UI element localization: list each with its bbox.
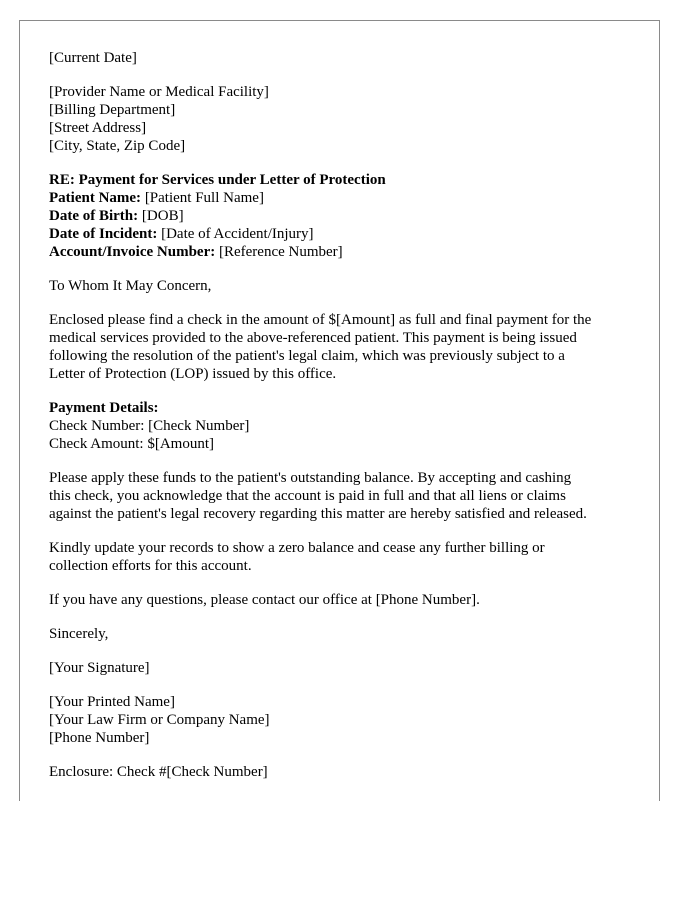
body1-line: Enclosed please find a check in the amount of $[Amount] as full and final payment for the xyxy=(49,312,592,328)
patient-name-line xyxy=(49,189,639,207)
enclosure: Enclosure: Check #[Check Number] xyxy=(49,764,268,780)
body-paragraph-1 xyxy=(49,311,639,383)
recipient-department: [Billing Department] xyxy=(49,102,176,118)
body4-line: If you have any questions, please contact our office at [Phone Number]. xyxy=(49,592,480,608)
body1-line: Letter of Protection (LOP) issued by this office. xyxy=(49,366,337,382)
signature-block xyxy=(49,659,639,677)
recipient-street: [Street Address] xyxy=(49,120,147,136)
incident-line xyxy=(49,225,639,243)
letter-content xyxy=(49,49,639,797)
salutation: To Whom It May Concern, xyxy=(49,278,212,294)
body-paragraph-2 xyxy=(49,469,639,523)
signature: [Your Signature] xyxy=(49,660,150,676)
incident-label: Date of Incident: xyxy=(49,226,158,242)
account-value: [Reference Number] xyxy=(215,244,343,260)
body2-line: against the patient's legal recovery regarding this matter are hereby satisfied and released. xyxy=(49,506,587,522)
recipient-address xyxy=(49,83,639,155)
body3-line: collection efforts for this account. xyxy=(49,558,252,574)
payment-heading: Payment Details: xyxy=(49,400,159,416)
patient-name-label: Patient Name: xyxy=(49,190,142,206)
dob-label: Date of Birth: xyxy=(49,208,139,224)
letter-page xyxy=(19,20,660,801)
dob-line xyxy=(49,207,639,225)
patient-name-value: [Patient Full Name] xyxy=(141,190,264,206)
body1-line: following the resolution of the patient's legal claim, which was previously subject to a xyxy=(49,348,565,364)
re-subject: RE: Payment for Services under Letter of Protection xyxy=(49,172,386,188)
account-label: Account/Invoice Number: xyxy=(49,244,216,260)
body3-line: Kindly update your records to show a zero balance and cease any further billing or xyxy=(49,540,545,556)
check-number: Check Number: [Check Number] xyxy=(49,418,250,434)
sender-firm: [Your Law Firm or Company Name] xyxy=(49,712,270,728)
dob-value: [DOB] xyxy=(138,208,184,224)
recipient-name: [Provider Name or Medical Facility] xyxy=(49,84,269,100)
incident-value: [Date of Accident/Injury] xyxy=(157,226,314,242)
check-amount: Check Amount: $[Amount] xyxy=(49,436,214,452)
sender-block xyxy=(49,693,639,747)
body1-line: medical services provided to the above-referenced patient. This payment is being issued xyxy=(49,330,577,346)
recipient-city: [City, State, Zip Code] xyxy=(49,138,186,154)
enclosure-block xyxy=(49,763,639,781)
body-paragraph-3 xyxy=(49,539,639,575)
body-paragraph-4 xyxy=(49,591,639,609)
closing: Sincerely, xyxy=(49,626,109,642)
letter-date: [Current Date] xyxy=(49,50,137,66)
payment-details xyxy=(49,399,639,453)
re-block xyxy=(49,171,639,261)
salutation-block xyxy=(49,277,639,295)
sender-name: [Your Printed Name] xyxy=(49,694,175,710)
closing-block xyxy=(49,625,639,643)
sender-phone: [Phone Number] xyxy=(49,730,150,746)
body2-line: this check, you acknowledge that the account is paid in full and that all liens or claims xyxy=(49,488,566,504)
letter-date-block xyxy=(49,49,639,67)
body2-line: Please apply these funds to the patient's outstanding balance. By accepting and cashing xyxy=(49,470,572,486)
account-line xyxy=(49,243,639,261)
